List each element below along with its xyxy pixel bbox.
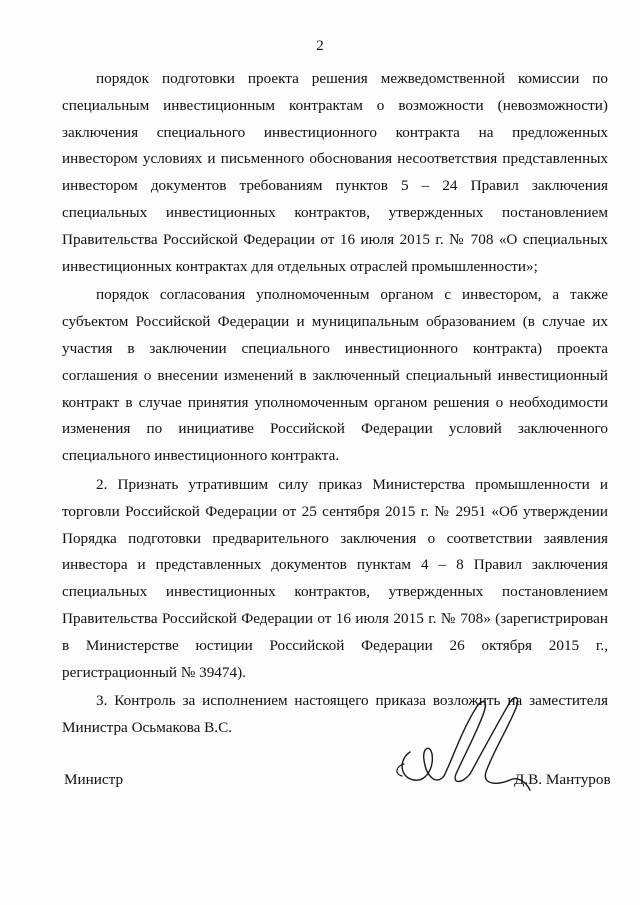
page-number: 2 (316, 38, 324, 54)
document-body (62, 66, 608, 742)
signature-block (0, 690, 640, 820)
signatory-name: Д.В. Мантуров (514, 771, 611, 788)
paragraph-approval-procedure: порядок согласования уполномоченным органом с инвестором, а также субъектом Российской Федерации и муниципальным образованием (в случае их участия в заключении специального инвестиционного контракта) проекта соглашения о внесении изменений в заключенный специальный инвестиционный контракт в случае принятия уполномоченным органом решения о необходимости изменения по инициативе Российской Федерации условий заключенного специального инвестиционного контракта. (62, 286, 608, 465)
paragraph-preparation-procedure: порядок подготовки проекта решения межведомственной комиссии по специальным инвестиционным контрактам о возможности (невозможности) заключения специального инвестиционного контракта на предложенных инвестором условиях и письменного обоснования несоответствия представленных инвестором документов требованиям пунктов 5 – 24 Правил заключения специальных инвестиционных контрактов, утвержденных постановлением Правительства Российской Федерации от 16 июля 2015 г. № 708 «О специальных инвестиционных контрактах для отдельных отраслей промышленности»; (62, 70, 608, 275)
signatory-title: Министр (64, 771, 124, 788)
paragraph-repeal-order: 2. Признать утратившим силу приказ Министерства промышленности и торговли Российской Федерации от 25 сентября 2015 г. № 2951 «Об утверждении Порядка подготовки предварительного заключения о соответствии заявления инвестора и представленных документов пунктам 4 – 8 Правил заключения специальных инвестиционных контрактов, утвержденных постановлением Правительства Российской Федерации от 16 июля 2015 г. № 708» (зарегистрирован в Министерстве юстиции Российской Федерации 26 октября 2015 г., регистрационный № 39474). (62, 475, 608, 681)
handwritten-signature (392, 690, 532, 800)
paragraph-control: 3. Контроль за исполнением настоящего приказа возложить на заместителя Министра Осьмакова В.С. (62, 692, 608, 737)
